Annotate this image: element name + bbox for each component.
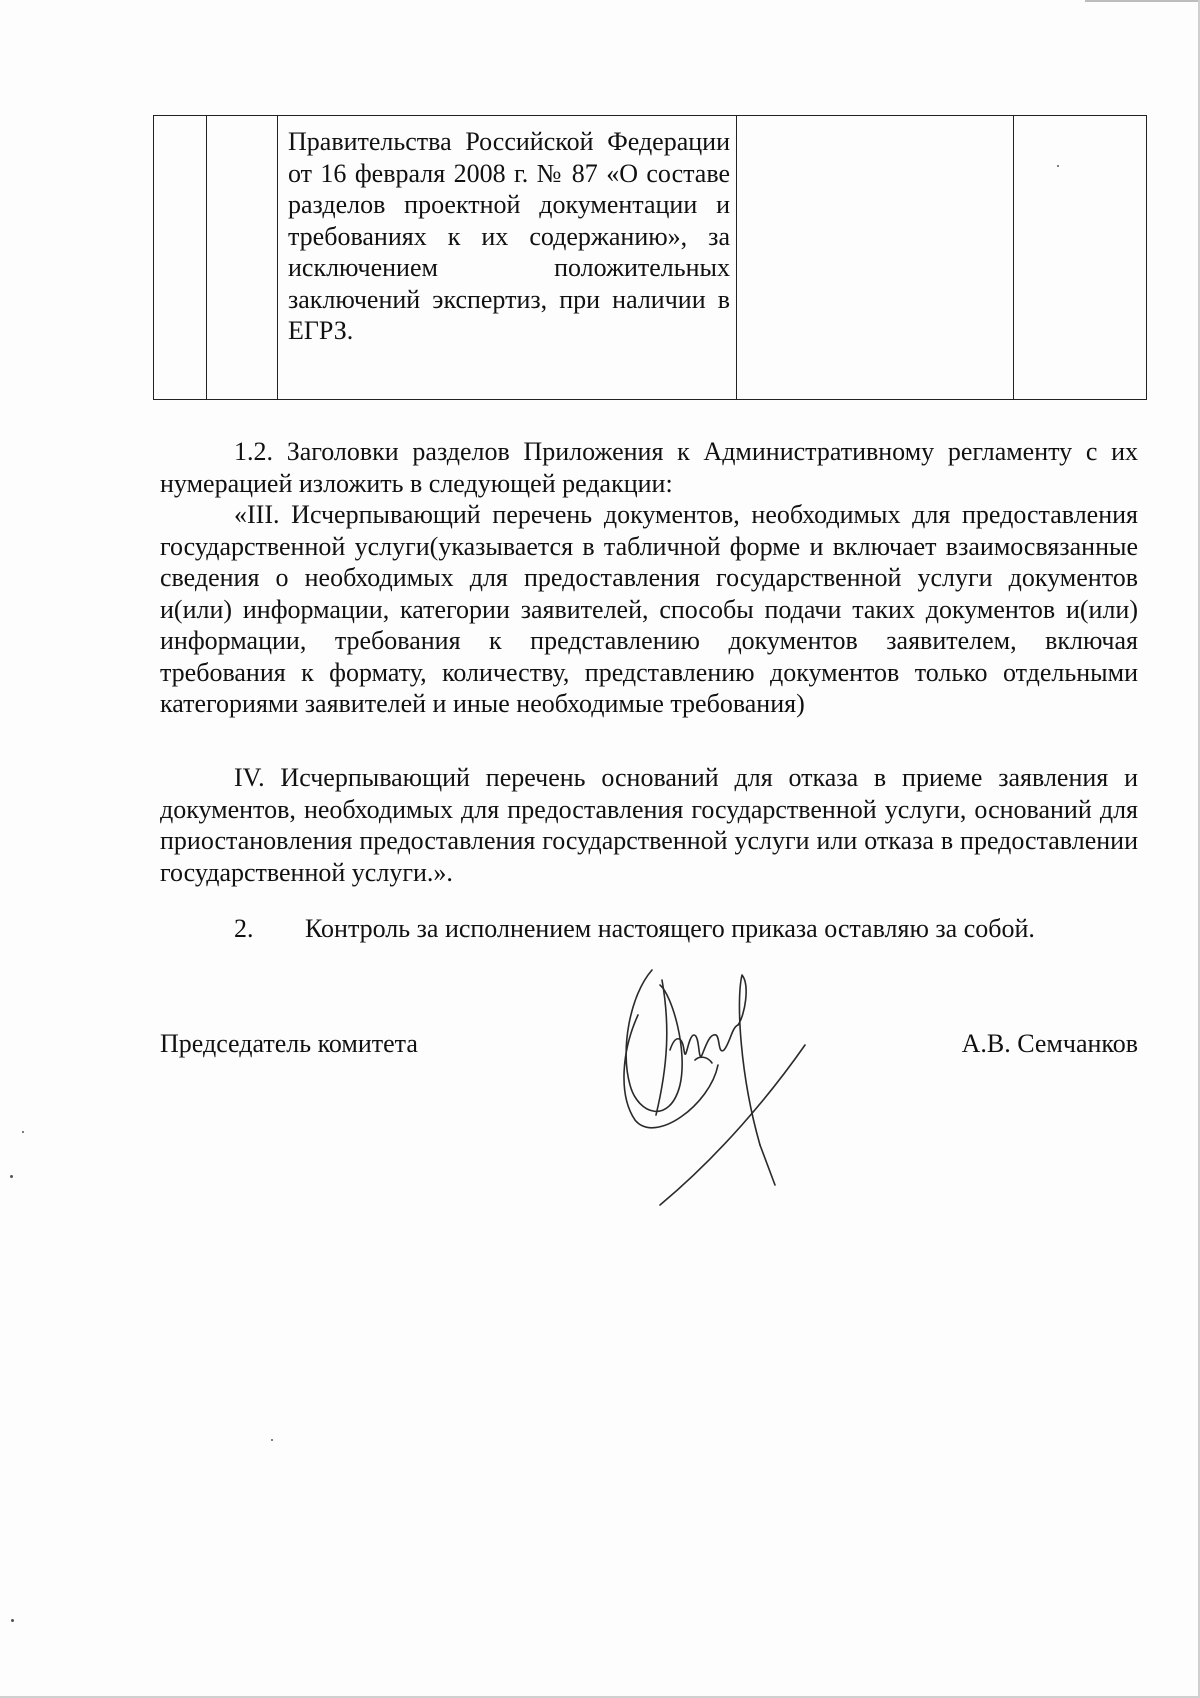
paragraph-text: Контроль за исполнением настоящего приказа оставляю за собой. [305,914,1035,943]
table-cell-text: Правительства Российской Федерации от 16 февраля 2008 г. № 87 «О составе разделов проектной документации и требованиях к их содержанию», за исключением положительных заключений экспертиз, при наличии в ЕГРЗ. [288,127,730,345]
paragraph-number: 2. [234,914,254,943]
handwritten-signature [600,955,840,1215]
paragraph-section-iii: «III. Исчерпывающий перечень документов, необходимых для предоставления государственной услуги(указывается в табличной форме и включает взаимосвязанные сведения о необходимых для предоставления государственной услуги документов и(или) информации, категории заявителей, способы подачи таких документов и(или) информации, требования к представлению документов заявителем, включая требования к формату, количеству, представлению документов только отдельными категориями заявителей и иные необходимые требования) [160,500,1138,718]
document-table-fragment [153,115,1147,400]
table-row [154,116,1147,400]
signatory-name: А.В. Семчанков [961,1029,1138,1058]
table-cell-document-text [278,116,737,400]
table-cell-empty [737,116,1014,400]
paragraph-section-iv: IV. Исчерпывающий перечень оснований для отказа в приеме заявления и документов, необходимых для предоставления государственной услуги, оснований для приостановления предоставления государственной услуги или отказа в предоставлении государственной услуги.». [160,763,1138,887]
scan-speck [271,1439,273,1441]
scan-speck [1057,165,1059,167]
table-cell-empty [207,116,278,400]
scan-edge [1085,0,1200,2]
table-cell-number [154,116,207,400]
table-cell-empty [1014,116,1147,400]
scan-speck [10,1175,13,1178]
scan-speck [22,1131,24,1133]
paragraph-1-2: 1.2. Заголовки разделов Приложения к Административному регламенту с их нумерацией изложить в следующей редакции: [160,437,1138,498]
scan-speck [11,1619,14,1622]
signatory-position: Председатель комитета [160,1029,418,1058]
